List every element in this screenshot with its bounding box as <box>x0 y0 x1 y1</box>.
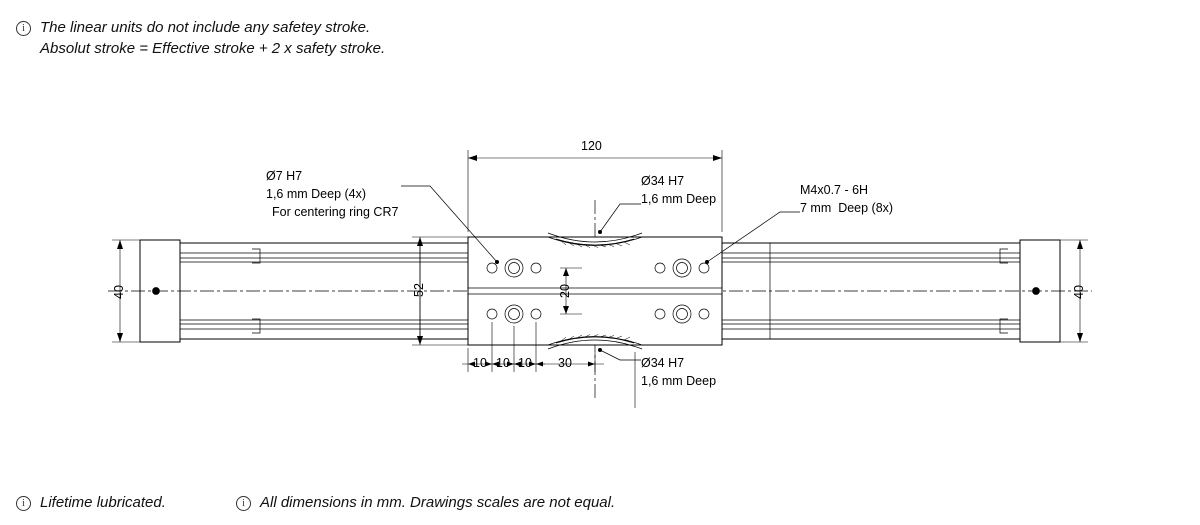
dimension-pitch-4: 30 <box>558 356 572 370</box>
dimension-left-height: 40 <box>112 285 126 299</box>
callout-bore-top-line2: 1,6 mm Deep <box>641 192 717 206</box>
dimension-pitch-1: 10 <box>473 356 487 370</box>
info-icon-top: i <box>16 21 31 36</box>
dimension-pitch-3: 10 <box>518 356 532 370</box>
note-top-line2: Absolut stroke = Effective stroke + 2 x safety stroke. <box>40 40 386 57</box>
callout-bore-bottom-line2: 1,6 mm Deep <box>641 374 717 388</box>
dimension-carriage-height: 52 <box>412 283 426 297</box>
callout-centering-ring-line2: 1,6 mm Deep (4x) <box>266 187 367 201</box>
dimension-inner-height: 20 <box>558 284 572 298</box>
dimension-right-height: 40 <box>1072 285 1086 299</box>
callout-threads-line2: 7 mm Deep (8x) <box>800 201 894 215</box>
callout-bore-bottom-line1: Ø34 H7 <box>641 356 685 370</box>
callout-centering-ring-line3: For centering ring CR7 <box>272 205 399 219</box>
callout-threads-line1: M4x0.7 - 6H <box>800 183 869 197</box>
note-bottom-right: All dimensions in mm. Drawings scales are not equal. <box>260 494 616 511</box>
note-top-line1: The linear units do not include any safetey stroke. <box>40 19 371 36</box>
dimension-pitch-2: 10 <box>496 356 510 370</box>
dimension-overall-top: 120 <box>581 139 602 153</box>
info-icon-bottom-right: i <box>236 496 251 511</box>
info-icon-bottom-left: i <box>16 496 31 511</box>
callout-centering-ring-line1: Ø7 H7 <box>266 169 303 183</box>
note-bottom-left: Lifetime lubricated. <box>40 494 166 511</box>
callout-bore-top-line1: Ø34 H7 <box>641 174 685 188</box>
